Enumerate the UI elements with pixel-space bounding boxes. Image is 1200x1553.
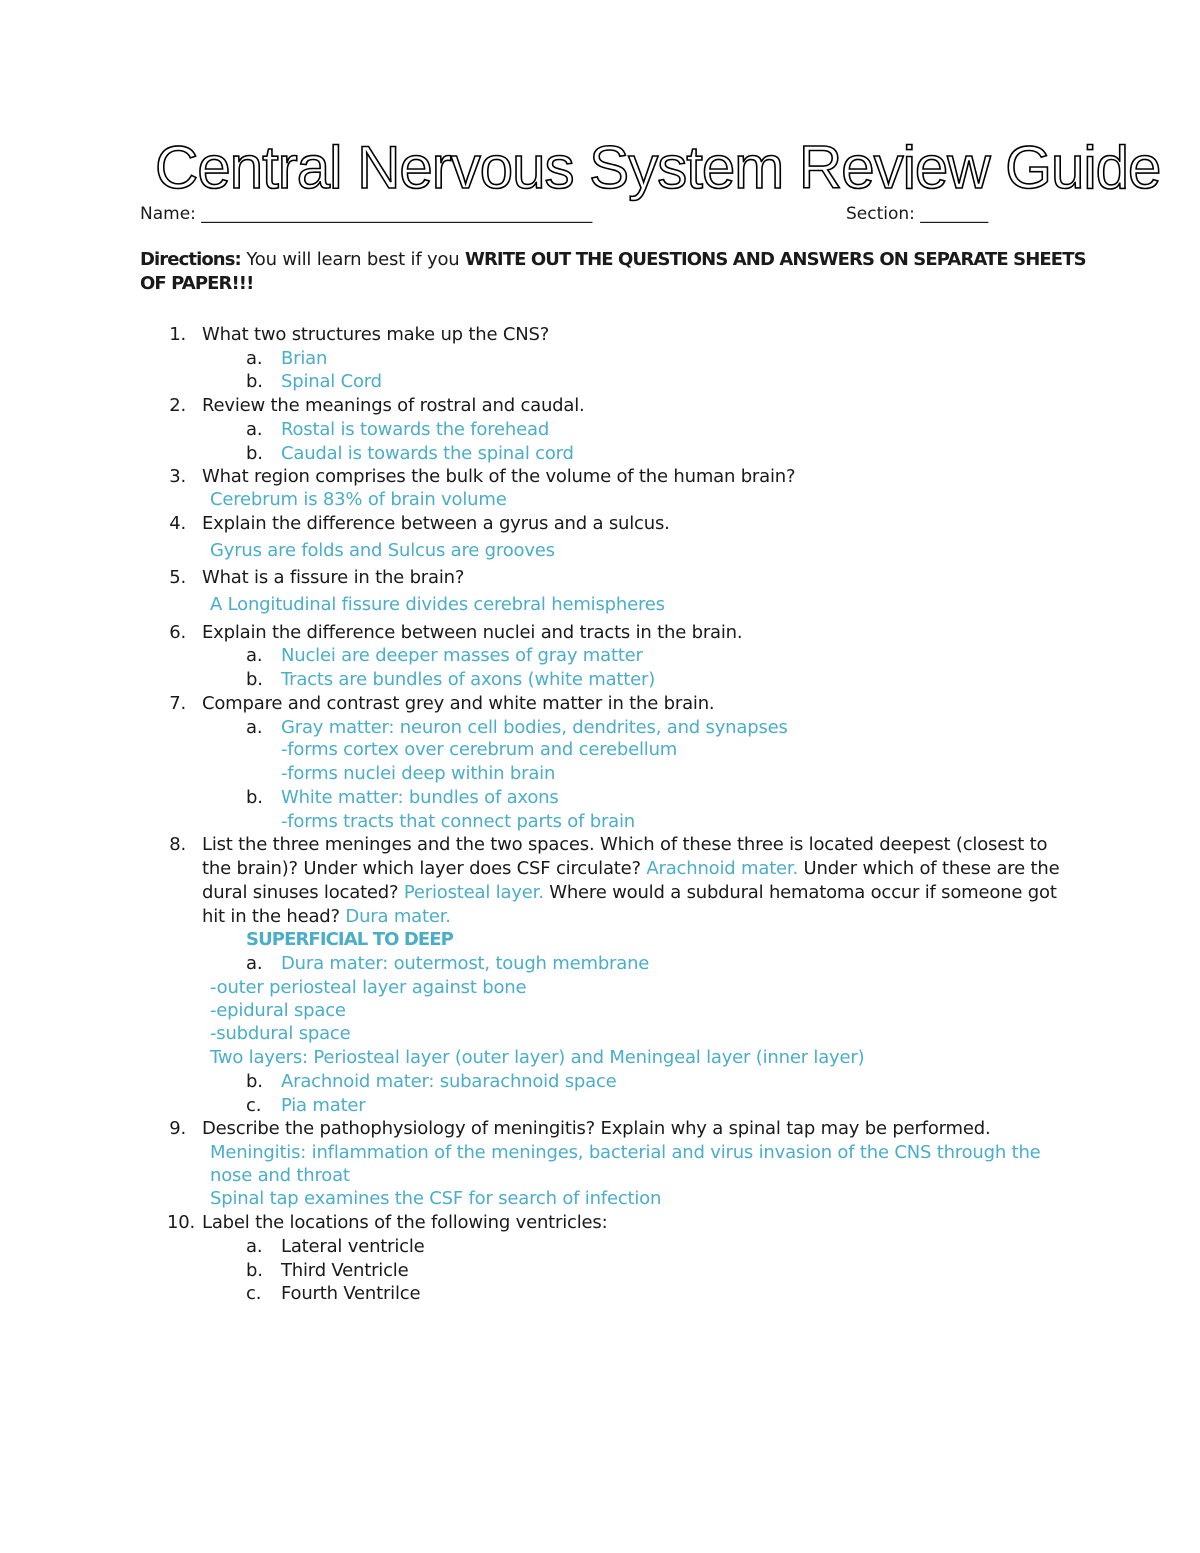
inline-answer: Periosteal layer. [403, 882, 544, 903]
question-text: Describe the pathophysiology of meningitis? Explain why a spinal tap may be performed. [202, 1118, 991, 1139]
list-marker: a. [246, 1236, 263, 1257]
question-text: What two structures make up the CNS? [202, 324, 550, 345]
answer-text: Brian [281, 348, 328, 369]
list-marker: c. [246, 1095, 262, 1116]
inline-answer: Dura mater. [345, 906, 451, 927]
inline-answer: Arachnoid mater. [646, 858, 798, 879]
question-text: the brain)? Under which layer does CSF circulate? Arachnoid mater. Under which of these are the [202, 858, 1060, 879]
answer-text: Tracts are bundles of axons (white matter) [281, 669, 656, 690]
answer-text: A Longitudinal fissure divides cerebral hemispheres [210, 594, 665, 615]
list-marker: a. [246, 419, 263, 440]
question-number: 9. [169, 1118, 186, 1139]
answer-text: Caudal is towards the spinal cord [281, 443, 574, 464]
answer-text: -outer periosteal layer against bone [210, 977, 527, 998]
question-text: Explain the difference between nuclei and tracts in the brain. [202, 622, 743, 643]
list-item-text: Fourth Ventrilce [281, 1283, 421, 1304]
question-text: hit in the head? Dura mater. [202, 906, 451, 927]
question-text: Label the locations of the following ventricles: [202, 1212, 608, 1233]
list-marker: b. [246, 1260, 263, 1281]
answer-heading: SUPERFICIAL TO DEEP [246, 929, 453, 950]
directions-label: Directions: [140, 249, 241, 270]
answer-text: Meningitis: inflammation of the meninges, bacterial and virus invasion of the CNS through the [210, 1142, 1041, 1163]
answer-text: Gray matter: neuron cell bodies, dendrites, and synapses [281, 717, 788, 738]
page-title: Central Nervous System Review Guide [155, 134, 1161, 201]
answer-text: Spinal tap examines the CSF for search of infection [210, 1188, 662, 1209]
list-marker: a. [246, 953, 263, 974]
answer-text: nose and throat [210, 1165, 350, 1186]
list-marker: b. [246, 443, 263, 464]
question-text: What region comprises the bulk of the volume of the human brain? [202, 466, 796, 487]
answer-text: Nuclei are deeper masses of gray matter [281, 645, 643, 666]
question-text: dural sinuses located? Periosteal layer. Where would a subdural hematoma occur if someone got [202, 882, 1057, 903]
answer-text: -forms tracts that connect parts of brain [281, 811, 636, 832]
question-number: 1. [169, 324, 186, 345]
question-text: Compare and contrast grey and white matter in the brain. [202, 693, 715, 714]
question-text: Explain the difference between a gyrus and a sulcus. [202, 513, 670, 534]
list-item-text: Third Ventricle [281, 1260, 409, 1281]
question-number: 4. [169, 513, 186, 534]
question-text: Review the meanings of rostral and caudal. [202, 395, 585, 416]
answer-text: Pia mater [281, 1095, 366, 1116]
answer-text: -forms nuclei deep within brain [281, 763, 556, 784]
list-marker: a. [246, 717, 263, 738]
answer-text: -epidural space [210, 1000, 346, 1021]
question-text: What is a fissure in the brain? [202, 567, 465, 588]
answer-text: Rostal is towards the forehead [281, 419, 550, 440]
answer-text: Two layers: Periosteal layer (outer layer) and Meningeal layer (inner layer) [210, 1047, 865, 1068]
list-marker: c. [246, 1283, 262, 1304]
question-number: 5. [169, 567, 186, 588]
directions-emphasis: WRITE OUT THE QUESTIONS AND ANSWERS ON SEPARATE SHEETS [465, 249, 1086, 270]
list-marker: a. [246, 348, 263, 369]
answer-text: Gyrus are folds and Sulcus are grooves [210, 540, 555, 561]
list-item-text: Lateral ventricle [281, 1236, 425, 1257]
name-field[interactable]: Name: ______________________________________________ [140, 204, 593, 224]
list-marker: a. [246, 645, 263, 666]
answer-text: Dura mater: outermost, tough membrane [281, 953, 650, 974]
question-number: 2. [169, 395, 186, 416]
answer-text: -subdural space [210, 1023, 351, 1044]
answer-text: -forms cortex over cerebrum and cerebellum [281, 739, 678, 760]
question-text: List the three meninges and the two spaces. Which of these three is located deepest (closest to [202, 834, 1048, 855]
question-number: 10. [166, 1212, 195, 1233]
question-number: 7. [169, 693, 186, 714]
answer-text: Cerebrum is 83% of brain volume [210, 489, 507, 510]
list-marker: b. [246, 669, 263, 690]
answer-text: Spinal Cord [281, 371, 382, 392]
question-number: 6. [169, 622, 186, 643]
answer-text: White matter: bundles of axons [281, 787, 559, 808]
list-marker: b. [246, 787, 263, 808]
directions-line-2: OF PAPER!!! [140, 273, 254, 294]
directions-line-1 [140, 249, 1086, 271]
directions-text: You will learn best if you [240, 249, 465, 270]
question-number: 3. [169, 466, 186, 487]
section-field[interactable]: Section: ________ [846, 204, 989, 224]
question-number: 8. [169, 834, 186, 855]
list-marker: b. [246, 1071, 263, 1092]
list-marker: b. [246, 371, 263, 392]
answer-text: Arachnoid mater: subarachnoid space [281, 1071, 617, 1092]
